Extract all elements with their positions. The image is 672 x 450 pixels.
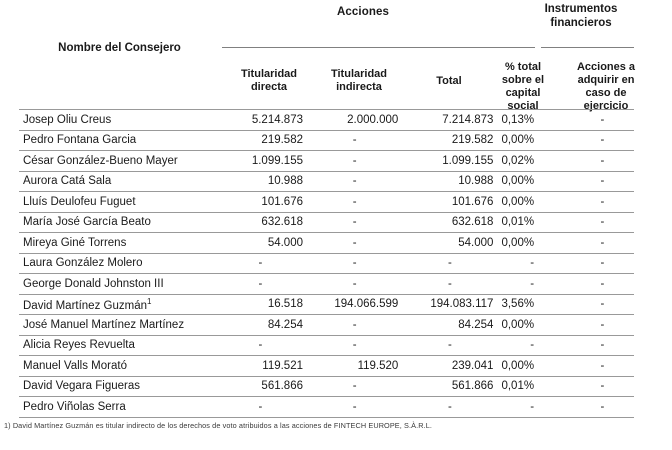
cell-titularidad-indirecta: - [307,151,402,172]
cell-nombre-consejero: César González-Bueno Mayer [19,151,214,172]
group-header-instrumentos-financieros [528,2,634,30]
titularidad-indirecta-line2: indirecta [336,81,382,93]
cell-total: 54.000 [402,233,497,254]
cell-nombre-consejero: Josep Oliu Creus [19,110,214,131]
titularidad-directa-line2: directa [250,81,288,93]
cell-nombre-consejero: Alicia Reyes Revuelta [19,335,214,356]
cell-porcentaje-capital: - [497,253,570,274]
table-row [19,233,634,254]
cell-porcentaje-capital: 0,01% [497,212,570,233]
cell-total: 1.099.155 [402,151,497,172]
cell-nombre-consejero: María José García Beato [19,212,214,233]
cell-titularidad-indirecta: - [307,274,402,295]
cell-porcentaje-capital: 0,00% [497,171,570,192]
cell-titularidad-directa: 1.099.155 [214,151,307,172]
cell-total: 101.676 [402,192,497,213]
cell-total: - [402,335,497,356]
cell-nombre-consejero: Mireya Giné Torrens [19,233,214,254]
cell-titularidad-directa: 84.254 [214,315,307,336]
cell-titularidad-indirecta: - [307,192,402,213]
cell-nombre-consejero: David Martínez Guzmán$^1$ [19,294,214,315]
cell-total: 84.254 [402,315,497,336]
cell-nombre-consejero: Pedro Viñolas Serra [19,397,214,418]
cell-total: 561.866 [402,376,497,397]
table-body [19,110,634,418]
table-row [19,151,634,172]
footnote-text: 1) David Martínez Guzmán es titular indirecto de los derechos de voto atribuidos a las acciones de FINTECH EUROPE, S.À.R.L. [4,421,432,430]
table-row [19,397,634,418]
cell-acciones-adquirir: - [571,376,634,397]
cell-acciones-adquirir: - [571,212,634,233]
cell-titularidad-indirecta: - [307,397,402,418]
cell-titularidad-indirecta: - [307,171,402,192]
cell-titularidad-indirecta: - [307,376,402,397]
group-header-instrumentos-line2: financieros [550,17,612,29]
column-header-total: Total [436,75,462,87]
rule-under-acciones [222,47,535,48]
group-header-instrumentos-line1: Instrumentos [544,3,618,15]
sub-column-headers [19,60,636,112]
cell-acciones-adquirir: - [571,233,634,254]
pct-line3: capital [505,87,541,99]
adquirir-line3: caso de [585,87,627,99]
table-row [19,335,634,356]
cell-nombre-consejero: José Manuel Martínez Martínez [19,315,214,336]
cell-porcentaje-capital: 0,00% [497,192,570,213]
cell-total: 7.214.873 [402,110,497,131]
cell-porcentaje-capital: - [497,397,570,418]
titularidad-directa-line1: Titularidad [240,68,298,80]
cell-titularidad-indirecta: - [307,130,402,151]
table-row [19,356,634,377]
pct-line1: % total [504,61,542,73]
table-row [19,294,634,315]
table-row [19,274,634,295]
cell-titularidad-indirecta: - [307,233,402,254]
adquirir-line1: Acciones a [576,61,636,73]
cell-titularidad-directa: - [214,397,307,418]
cell-acciones-adquirir: - [571,315,634,336]
cell-nombre-consejero: David Vegara Figueras [19,376,214,397]
cell-porcentaje-capital: 0,02% [497,151,570,172]
cell-titularidad-directa: 119.521 [214,356,307,377]
column-header-nombre-del-consejero: Nombre del Consejero [58,42,181,54]
cell-titularidad-directa: - [214,253,307,274]
cell-acciones-adquirir: - [571,253,634,274]
cell-titularidad-directa: 10.988 [214,171,307,192]
cell-total: 219.582 [402,130,497,151]
cell-acciones-adquirir: - [571,151,634,172]
cell-acciones-adquirir: - [571,397,634,418]
cell-total: - [402,397,497,418]
titularidad-indirecta-line1: Titularidad [330,68,388,80]
cell-acciones-adquirir: - [571,171,634,192]
cell-total: 632.618 [402,212,497,233]
cell-titularidad-indirecta: 119.520 [307,356,402,377]
rule-under-instrumentos [541,47,634,48]
cell-nombre-consejero: George Donald Johnston III [19,274,214,295]
column-header-titularidad-directa [224,68,314,94]
cell-porcentaje-capital: - [497,274,570,295]
cell-titularidad-indirecta: - [307,335,402,356]
cell-total: - [402,274,497,295]
cell-total: 239.041 [402,356,497,377]
adquirir-line4: ejercicio [583,100,629,112]
table-row [19,376,634,397]
table-row [19,315,634,336]
cell-titularidad-directa: 16.518 [214,294,307,315]
cell-titularidad-directa: 54.000 [214,233,307,254]
table-row [19,110,634,131]
table-row [19,130,634,151]
footnote-marker: 1 [147,296,152,306]
cell-nombre-consejero: Aurora Catá Sala [19,171,214,192]
cell-porcentaje-capital: 0,00% [497,315,570,336]
cell-titularidad-directa: 5.214.873 [214,110,307,131]
cell-acciones-adquirir: - [571,274,634,295]
group-header-acciones: Acciones [337,6,389,18]
cell-acciones-adquirir: - [571,294,634,315]
cell-porcentaje-capital: 0,01% [497,376,570,397]
table-row [19,212,634,233]
cell-titularidad-directa: 101.676 [214,192,307,213]
cell-titularidad-indirecta: 2.000.000 [307,110,402,131]
cell-titularidad-directa: - [214,335,307,356]
cell-nombre-consejero: Pedro Fontana Garcia [19,130,214,151]
cell-total: 10.988 [402,171,497,192]
table-row [19,171,634,192]
column-header-acciones-a-adquirir [559,61,653,113]
cell-titularidad-directa: 632.618 [214,212,307,233]
cell-porcentaje-capital: 0,00% [497,356,570,377]
cell-porcentaje-capital: 0,00% [497,130,570,151]
pct-line4: social [507,100,539,112]
cell-titularidad-directa: 219.582 [214,130,307,151]
cell-acciones-adquirir: - [571,110,634,131]
cell-nombre-consejero: Lluís Deulofeu Fuguet [19,192,214,213]
pct-line2: sobre el [501,74,545,86]
column-header-titularidad-indirecta [314,68,404,94]
cell-porcentaje-capital: 3,56% [497,294,570,315]
table-row [19,253,634,274]
cell-titularidad-indirecta: - [307,212,402,233]
cell-porcentaje-capital: - [497,335,570,356]
cell-total: 194.083.117 [402,294,497,315]
cell-acciones-adquirir: - [571,356,634,377]
cell-nombre-consejero: Manuel Valls Morató [19,356,214,377]
table-row [19,192,634,213]
cell-titularidad-directa: 561.866 [214,376,307,397]
cell-porcentaje-capital: 0,13% [497,110,570,131]
cell-nombre-consejero: Laura González Molero [19,253,214,274]
cell-titularidad-directa: - [214,274,307,295]
cell-titularidad-indirecta: 194.066.599 [307,294,402,315]
cell-porcentaje-capital: 0,00% [497,233,570,254]
cell-acciones-adquirir: - [571,335,634,356]
cell-acciones-adquirir: - [571,130,634,151]
column-header-porcentaje-capital-social [487,61,559,113]
directors-shareholding-table [19,109,634,418]
cell-total: - [402,253,497,274]
cell-titularidad-indirecta: - [307,315,402,336]
cell-titularidad-indirecta: - [307,253,402,274]
cell-acciones-adquirir: - [571,192,634,213]
adquirir-line2: adquirir en [577,74,635,86]
